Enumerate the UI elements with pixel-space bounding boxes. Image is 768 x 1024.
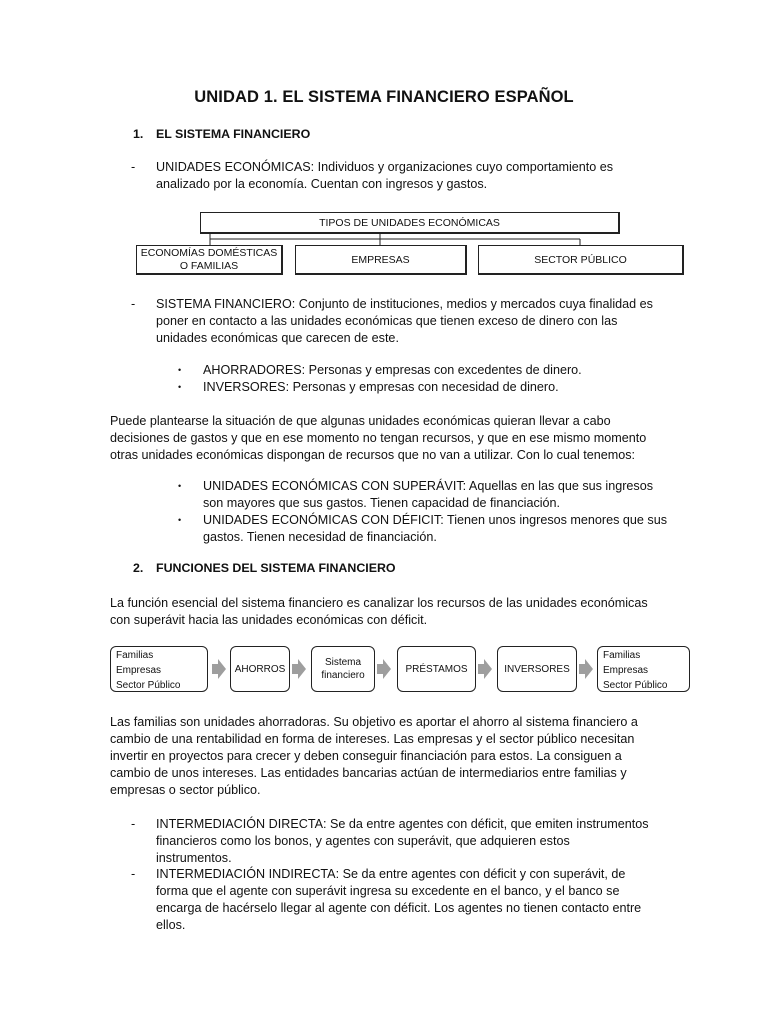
bullet-superavit-line-1: UNIDADES ECONÓMICAS CON SUPERÁVIT: Aquellas en las que sus ingresos bbox=[203, 479, 654, 493]
flow-sistema-line-2: financiero bbox=[321, 670, 365, 681]
diagram-left-box bbox=[136, 245, 283, 275]
directa-line-1: INTERMEDIACIÓN DIRECTA: Se da entre agentes con déficit, que emiten instrumentos bbox=[156, 817, 649, 831]
sistema-line-3: unidades económicas que carecen de este. bbox=[156, 331, 399, 345]
unidades-line-2: analizado por la economía. Cuentan con ingresos y gastos. bbox=[156, 177, 488, 191]
flow-ahorros-label: AHORROS bbox=[234, 663, 286, 675]
unidades-line-1: UNIDADES ECONÓMICAS: Individuos y organizaciones cuyo comportamiento es bbox=[156, 160, 614, 174]
diagram-middle-label: EMPRESAS bbox=[351, 253, 410, 266]
paragraph-2-line-1: Las familias son unidades ahorradoras. Su objetivo es aportar el ahorro al sistema financiero a bbox=[110, 715, 638, 729]
arrow-right-icon bbox=[212, 659, 226, 679]
paragraph-2-line-2: cambio de una rentabilidad en forma de intereses. Las empresas y el sector público necesitan bbox=[110, 732, 635, 746]
paragraph-1-line-2: decisiones de gastos y que en ese momento no tengan recursos, y que en ese mismo momento bbox=[110, 431, 647, 445]
bullet-icon: • bbox=[178, 365, 182, 375]
dash-marker: - bbox=[131, 867, 136, 881]
flow-right-box bbox=[597, 646, 690, 692]
flow-prestamos-box bbox=[397, 646, 476, 692]
sistema-line-2: poner en contacto a las unidades económicas que tienen exceso de dinero con las bbox=[156, 314, 618, 328]
diagram-left-line-2: O FAMILIAS bbox=[179, 259, 239, 272]
bullet-icon: • bbox=[178, 515, 182, 525]
bullet-deficit-line-2: gastos. Tienen necesidad de financiación. bbox=[203, 530, 437, 544]
arrow-right-icon bbox=[579, 659, 593, 679]
flow-ahorros-box bbox=[230, 646, 290, 692]
paragraph-1-line-1: Puede plantearse la situación de que algunas unidades económicas quieran llevar a cabo bbox=[110, 414, 611, 428]
paragraph-2-line-5: empresas o sector público. bbox=[110, 783, 261, 797]
indirecta-line-2: forma que el agente con superávit ingresa su excedente en el banco, y el banco se bbox=[156, 884, 620, 898]
directa-line-3: instrumentos. bbox=[156, 851, 232, 865]
section-1-heading: EL SISTEMA FINANCIERO bbox=[156, 127, 311, 141]
indirecta-line-4: ellos. bbox=[156, 918, 186, 932]
dash-marker: - bbox=[131, 297, 136, 311]
indirecta-line-1: INTERMEDIACIÓN INDIRECTA: Se da entre agentes con déficit y con superávit, de bbox=[156, 867, 626, 881]
bullet-deficit-line-1: UNIDADES ECONÓMICAS CON DÉFICIT: Tienen unos ingresos menores que sus bbox=[203, 513, 668, 527]
dash-marker: - bbox=[131, 160, 136, 174]
flow-sistema-line-1: Sistema bbox=[324, 657, 362, 668]
paragraph-2-line-4: cambio de unos intereses. Las entidades bancarias actúan de intermediarios entre familias y bbox=[110, 766, 627, 780]
arrow-right-icon bbox=[292, 659, 306, 679]
flow-right-sector: Sector Público bbox=[603, 680, 668, 691]
bullet-icon: • bbox=[178, 382, 182, 392]
flow-sistema-box bbox=[311, 646, 375, 692]
dash-marker: - bbox=[131, 817, 136, 831]
bullet-superavit-line-2: son mayores que sus gastos. Tienen capacidad de financiación. bbox=[203, 496, 561, 510]
sistema-line-1: SISTEMA FINANCIERO: Conjunto de instituciones, medios y mercados cuya finalidad es bbox=[156, 297, 653, 311]
directa-line-2: financieros como los bonos, y agentes con superávit, que adquieren estos bbox=[156, 834, 570, 848]
flow-right-familias: Familias bbox=[603, 650, 641, 661]
flow-left-sector: Sector Público bbox=[116, 680, 181, 691]
flow-left-empresas: Empresas bbox=[116, 665, 162, 676]
flow-left-familias: Familias bbox=[116, 650, 154, 661]
page-title: UNIDAD 1. EL SISTEMA FINANCIERO ESPAÑOL bbox=[194, 88, 574, 106]
section-2-number: 2. bbox=[133, 561, 144, 575]
bullet-inversores: INVERSORES: Personas y empresas con necesidad de dinero. bbox=[203, 380, 559, 394]
paragraph-1-line-3: otras unidades económicas dispongan de recursos que no van a utilizar. Con lo cual tenemos: bbox=[110, 448, 636, 462]
diagram-left-line-1: ECONOMÍAS DOMÉSTICAS bbox=[140, 246, 278, 259]
diagram-top-label: TIPOS DE UNIDADES ECONÓMICAS bbox=[319, 216, 500, 229]
section-1-number: 1. bbox=[133, 127, 144, 141]
diagram-right-label: SECTOR PÚBLICO bbox=[534, 253, 627, 266]
flow-prestamos-label: PRÉSTAMOS bbox=[405, 663, 468, 675]
arrow-right-icon bbox=[377, 659, 391, 679]
section-2-heading: FUNCIONES DEL SISTEMA FINANCIERO bbox=[156, 561, 396, 575]
bullet-icon: • bbox=[178, 481, 182, 491]
diagram-right-box bbox=[478, 245, 684, 275]
paragraph-2-line-3: invertir en proyectos para crecer y deben conseguir financiación para estos. La consiguen a bbox=[110, 749, 622, 763]
indirecta-line-3: encarga de hacérselo llegar al agente con déficit. Los agentes no tienen contacto entre bbox=[156, 901, 642, 915]
flow-inversores-label: INVERSORES bbox=[504, 663, 570, 675]
flow-inversores-box bbox=[497, 646, 577, 692]
arrow-right-icon bbox=[478, 659, 492, 679]
section-2-intro-line-1: La función esencial del sistema financiero es canalizar los recursos de las unidades económicas bbox=[110, 596, 648, 610]
bullet-ahorradores: AHORRADORES: Personas y empresas con excedentes de dinero. bbox=[203, 363, 582, 377]
section-2-intro-line-2: con superávit hacia las unidades económicas con déficit. bbox=[110, 613, 428, 627]
diagram-connectors bbox=[0, 0, 768, 260]
flow-right-empresas: Empresas bbox=[603, 665, 649, 676]
diagram-middle-box bbox=[295, 245, 467, 275]
